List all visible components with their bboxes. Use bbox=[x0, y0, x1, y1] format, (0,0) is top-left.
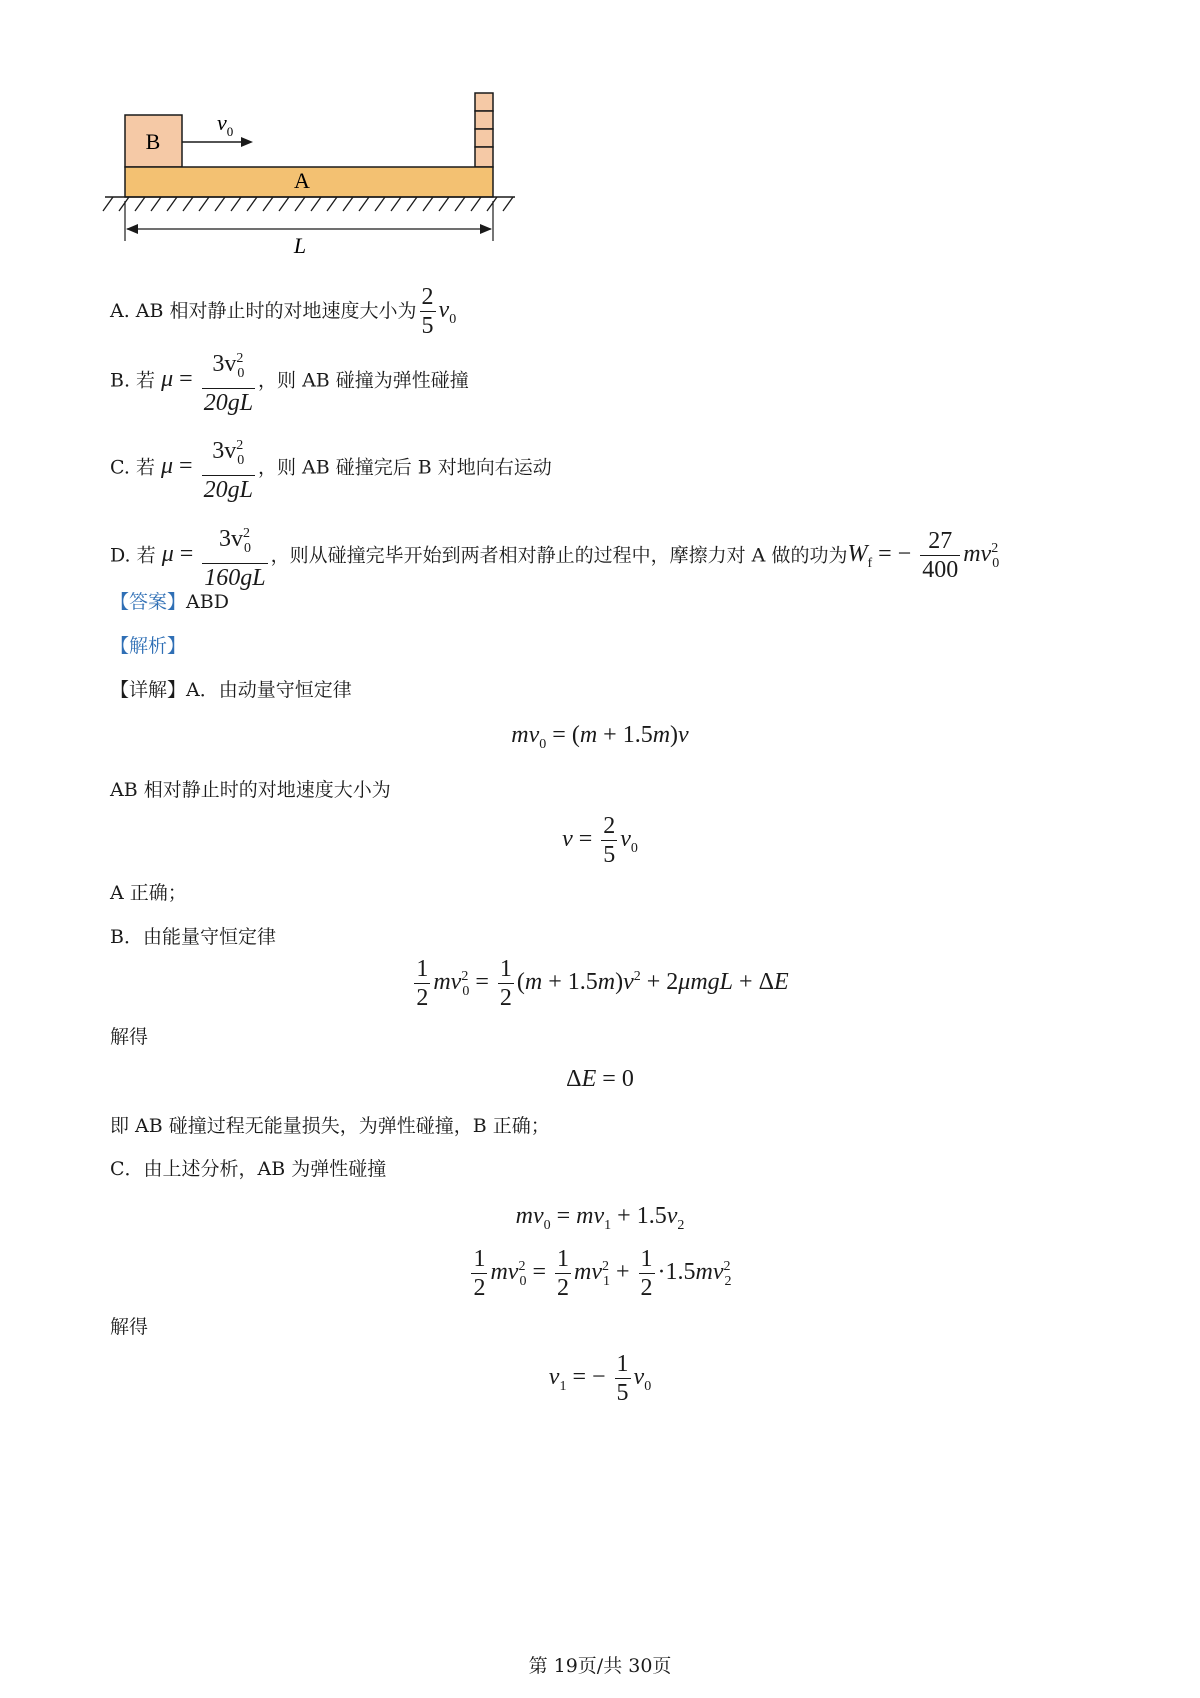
equation-delta-e: ΔE = 0 bbox=[566, 1066, 634, 1092]
equation-momentum: $mv_0 = (m + 1.5m)v$ bbox=[511, 722, 689, 752]
equation-v1: $v_1$ = − $\frac{1}{5}$ $v_0$ bbox=[548, 1351, 652, 1406]
stop-block-1 bbox=[475, 147, 493, 167]
stop-block-2 bbox=[475, 129, 493, 147]
option-b: B. 若 μ = $\frac{3v^2_0}{20gL}$ ，则 AB 碰撞为弹性碰撞 bbox=[110, 351, 469, 416]
option-a: A. AB 相对静止时的对地速度大小为 $\frac{2}{5}$ $v_0$ bbox=[110, 284, 457, 339]
equation-energy-elastic: $\frac{1}{2}$ $mv^2_0$ = $\frac{1}{2}$ $mv^2_1$ + $\frac{1}{2}$ $\cdot 1.5mv^2_2$ bbox=[473, 1246, 732, 1301]
equation-momentum-elastic: $mv_0 = mv_1 + 1.5v_2$ bbox=[515, 1203, 685, 1233]
stop-block-4 bbox=[475, 93, 493, 111]
ground-hatch bbox=[103, 197, 513, 211]
text-a2: AB 相对静止时的对地速度大小为 bbox=[110, 779, 391, 801]
block-b-label: B bbox=[145, 129, 161, 154]
option-d: D. 若 μ = $\frac{3v^2_0}{160gL}$ ，则从碰撞完毕开始到两者相对静止的过程中，摩擦力对 A 做的功为$W_f$ = − $\frac{27}{400}$ $mv^2_0$ bbox=[110, 526, 1000, 591]
answer bbox=[110, 589, 229, 615]
page-footer: 第 19页/共 30页 bbox=[528, 1655, 672, 1677]
intro-c: C．由上述分析，AB 为弹性碰撞 bbox=[110, 1158, 387, 1180]
text-a3: A 正确； bbox=[110, 882, 187, 904]
stop-block-3 bbox=[475, 111, 493, 129]
board-a-label: A bbox=[294, 168, 310, 193]
text-b2: 即 AB 碰撞过程无能量损失，为弹性碰撞，B 正确； bbox=[110, 1115, 550, 1137]
analysis bbox=[110, 633, 186, 659]
answer-value: ABD bbox=[186, 591, 229, 613]
collision-diagram bbox=[95, 85, 535, 260]
solve-1: 解得 bbox=[110, 1026, 149, 1048]
velocity-label: $v_0$ bbox=[217, 110, 234, 139]
answer-label: 【答案】 bbox=[110, 591, 187, 613]
solve-2: 解得 bbox=[110, 1316, 149, 1338]
equation-common-velocity: v = $\frac{2}{5}$ $v_0$ bbox=[562, 813, 638, 868]
analysis-label: 【解析】 bbox=[110, 635, 187, 657]
length-label: L bbox=[293, 233, 307, 258]
intro-b: B．由能量守恒定律 bbox=[110, 926, 276, 948]
option-c: C. 若 μ = $\frac{3v^2_0}{20gL}$ ，则 AB 碰撞完后 B 对地向右运动 bbox=[110, 438, 552, 503]
equation-energy: $\frac{1}{2}$ $mv^2_0$ = $\frac{1}{2}$ $(m + 1.5m)v^2 + 2\mu mgL + \Delta E$ bbox=[416, 956, 789, 1011]
detail-intro: 【详解】A．由动量守恒定律 bbox=[110, 679, 352, 701]
